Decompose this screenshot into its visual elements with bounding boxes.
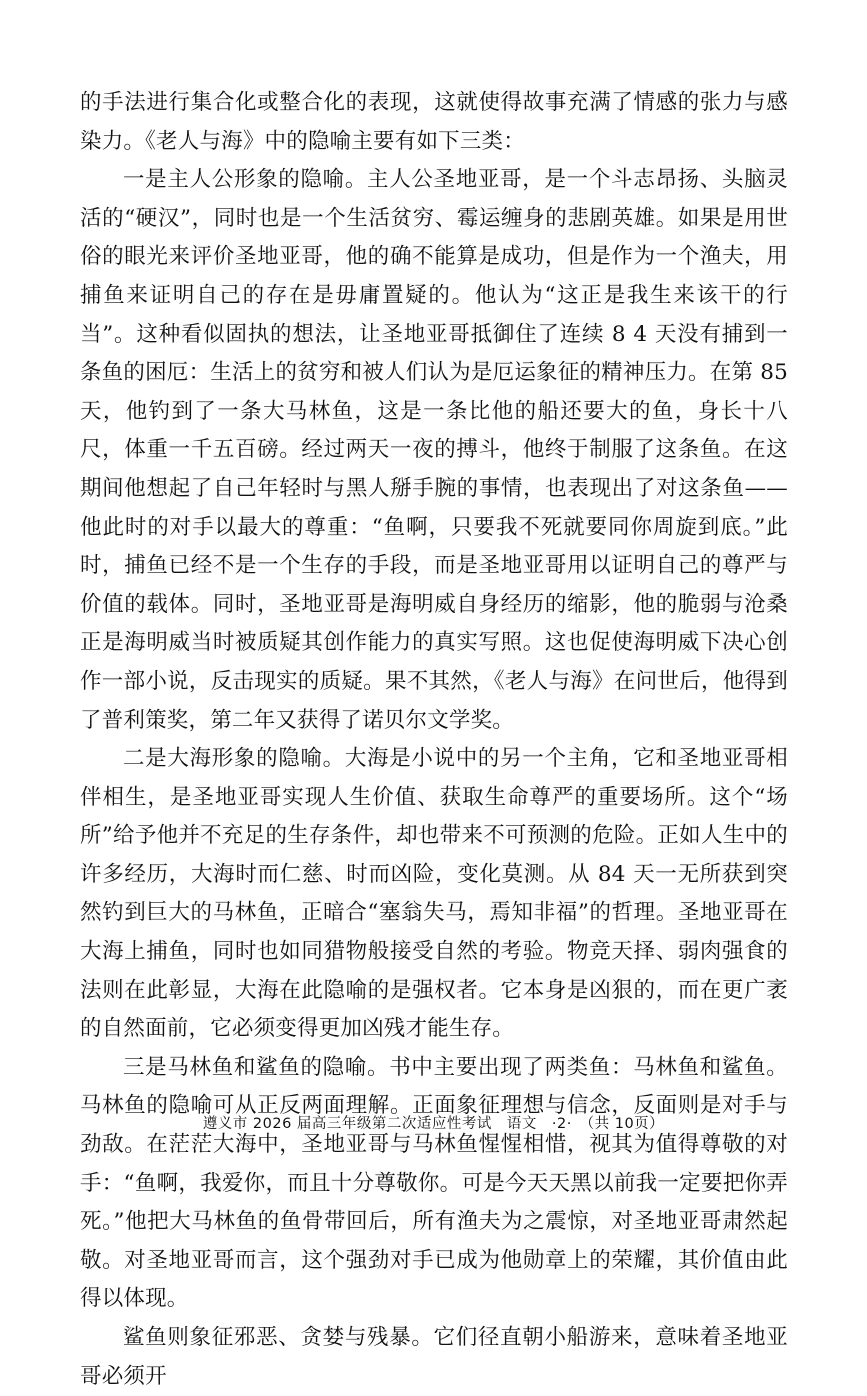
paragraph-shark-metaphor: 鲨鱼则象征邪恶、贪婪与残暴。它们径直朝小船游来，意味着圣地亚哥必须开 (80, 1325, 788, 1389)
document-body (80, 84, 788, 1396)
paragraph-protagonist-metaphor: 一是主人公形象的隐喻。主人公圣地亚哥，是一个斗志昂扬、头脑灵活的“硬汉”，同时也是一个生活贫穷、霉运缠身的悲剧英雄。如果是用世俗的眼光来评价圣地亚哥，他的确不能算是成功，但是作为一个渔夫，用捕鱼来证明自己的存在是毋庸置疑的。他认为“这正是我生来该干的行当”。这种看似固执的想法，让圣地亚哥抵御住了连续 8 4 天没有捕到一条鱼的困厄：生活上的贫穷和被人们认为是厄运象征的精神压力。在第 85 天，他钓到了一条大马林鱼，这是一条比他的船还要大的鱼，身长十八尺，体重一千五百磅。经过两天一夜的搏斗，他终于制服了这条鱼。在这期间他想起了自己年轻时与黑人掰手腕的事情，也表现出了对这条鱼——他此时的对手以最大的尊重：“鱼啊，只要我不死就要同你周旋到底。”此时，捕鱼已经不是一个生存的手段，而是圣地亚哥用以证明自己的尊严与价值的载体。同时，圣地亚哥是海明威自身经历的缩影，他的脆弱与沧桑正是海明威当时被质疑其创作能力的真实写照。这也促使海明威下决心创作一部小说，反击现实的质疑。果不其然，《老人与海》在问世后，他得到了普利策奖，第二年又获得了诺贝尔文学奖。 (80, 167, 788, 733)
paragraph-fish-metaphor: 三是马林鱼和鲨鱼的隐喻。书中主要出现了两类鱼：马林鱼和鲨鱼。马林鱼的隐喻可从正反两面理解。正面象征理想与信念，反面则是对手与劲敌。在茫茫大海中，圣地亚哥与马林鱼惺惺相惜，视其为值得尊敬的对手：“鱼啊，我爱你，而且十分尊敬你。可是今天天黑以前我一定要把你弄死。”他把大马林鱼的鱼骨带回后，所有渔夫为之震惊，对圣地亚哥肃然起敬。对圣地亚哥而言，这个强劲对手已成为他勋章上的荣耀，其价值由此得以体现。 (80, 1054, 788, 1312)
page-footer: 遵义市 2026 届高三年级第二次适应性考试 语文 ·2· （共 10页） (202, 1116, 665, 1132)
paragraph-intro-continuation: 的手法进行集合化或整合化的表现，这就使得故事充满了情感的张力与感染力。《老人与海》中的隐喻主要有如下三类： (80, 90, 788, 154)
paragraph-sea-metaphor: 二是大海形象的隐喻。大海是小说中的另一个主角，它和圣地亚哥相伴相生，是圣地亚哥实现人生价值、获取生命尊严的重要场所。这个“场所”给予他并不充足的生存条件，却也带来不可预测的危险。正如人生中的许多经历，大海时而仁慈、时而凶险，变化莫测。从 84 天一无所获到突然钓到巨大的马林鱼，正暗合“塞翁失马，焉知非福”的哲理。圣地亚哥在大海上捕鱼，同时也如同猎物般接受自然的考验。物竞天择、弱肉强食的法则在此彰显，大海在此隐喻的是强权者。它本身是凶狠的，而在更广袤的自然面前，它必须变得更加凶残才能生存。 (80, 746, 788, 1042)
